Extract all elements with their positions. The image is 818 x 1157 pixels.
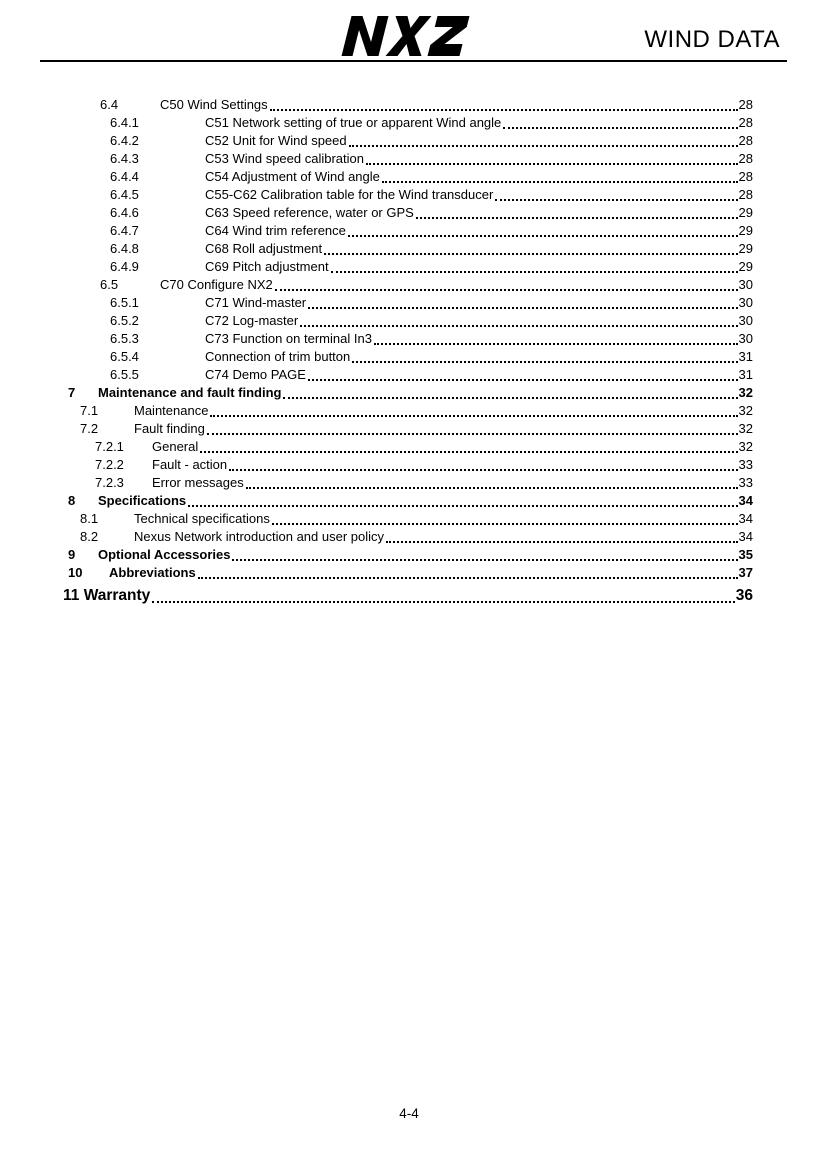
toc-entry-number: 6.5.2 [110, 313, 139, 328]
toc-entry-title: Fault finding [134, 421, 205, 436]
toc-entry[interactable] [0, 366, 753, 384]
toc-entry-title: C72 Log-master [205, 313, 299, 328]
toc-entry-title: C74 Demo PAGE [205, 367, 306, 382]
toc-leader-dots [352, 361, 737, 363]
toc-entry-number: 6.4.6 [110, 205, 139, 220]
toc-entry-number: 6.5 [100, 277, 119, 292]
toc-entry-title: C68 Roll adjustment [205, 241, 323, 256]
toc-entry-page: 34 [738, 493, 753, 508]
toc-entry[interactable] [0, 186, 753, 204]
toc-leader-dots [229, 469, 737, 471]
toc-entry-number: 8 [68, 493, 76, 508]
toc-entry[interactable] [0, 528, 753, 546]
toc-entry-title: C69 Pitch adjustment [205, 259, 329, 274]
toc-entry-number: 6.5.5 [110, 367, 139, 382]
toc [0, 96, 753, 606]
toc-leader-dots [349, 145, 738, 147]
toc-leader-dots [207, 433, 738, 435]
toc-entry[interactable] [0, 168, 753, 186]
toc-entry[interactable] [0, 312, 753, 330]
toc-entry-number: 6.5.1 [110, 295, 139, 310]
toc-entry[interactable] [0, 402, 753, 420]
toc-leader-dots [210, 415, 737, 417]
toc-entry[interactable] [0, 240, 753, 258]
toc-entry-title: C52 Unit for Wind speed [205, 133, 347, 148]
toc-leader-dots [495, 199, 737, 201]
toc-entry[interactable] [0, 294, 753, 312]
toc-leader-dots [308, 379, 738, 381]
toc-entry-number: 10 [68, 565, 83, 580]
toc-leader-dots [200, 451, 737, 453]
toc-entry-page: 37 [738, 565, 753, 580]
toc-entry-number: 6.4.3 [110, 151, 139, 166]
toc-entry[interactable] [0, 330, 753, 348]
toc-leader-dots [366, 163, 738, 165]
toc-entry[interactable] [0, 150, 753, 168]
toc-entry-number: 7.2.3 [95, 475, 124, 490]
toc-entry-number: 6.4.2 [110, 133, 139, 148]
toc-entry[interactable] [0, 258, 753, 276]
toc-entry[interactable] [0, 510, 753, 528]
toc-entry-page: 32 [738, 403, 753, 418]
toc-entry-number: 7.1 [80, 403, 99, 418]
toc-leader-dots [152, 601, 734, 603]
toc-entry-title: 11 Warranty [63, 587, 151, 604]
toc-entry[interactable] [0, 384, 753, 402]
toc-entry-page: 29 [738, 259, 753, 274]
toc-entry-title: Maintenance [134, 403, 209, 418]
toc-entry-page: 31 [738, 349, 753, 364]
toc-leader-dots [331, 271, 738, 273]
toc-entry-title: Connection of trim button [205, 349, 351, 364]
toc-entry-page: 30 [738, 331, 753, 346]
toc-entry-title: C70 Configure NX2 [160, 277, 273, 292]
toc-entry-title: Technical specifications [134, 511, 270, 526]
toc-entry[interactable] [0, 456, 753, 474]
toc-entry-number: 6.4.7 [110, 223, 139, 238]
toc-entry-title: C55-C62 Calibration table for the Wind transducer [205, 187, 494, 202]
toc-entry-number: 6.4.4 [110, 169, 139, 184]
toc-entry-page: 29 [738, 241, 753, 256]
toc-entry-page: 33 [738, 457, 753, 472]
toc-entry-number: 9 [68, 547, 76, 562]
toc-entry-title: C54 Adjustment of Wind angle [205, 169, 380, 184]
toc-entry[interactable] [0, 204, 753, 222]
toc-leader-dots [503, 127, 737, 129]
toc-entry[interactable] [0, 438, 753, 456]
toc-leader-dots [374, 343, 738, 345]
toc-entry-page: 28 [738, 133, 753, 148]
toc-entry-number: 7.2 [80, 421, 99, 436]
toc-entry-page: 28 [738, 97, 753, 112]
toc-entry-title: General [152, 439, 199, 454]
toc-entry-page: 35 [738, 547, 753, 562]
toc-entry-page: 32 [738, 439, 753, 454]
toc-leader-dots [188, 505, 737, 507]
toc-leader-dots [324, 253, 737, 255]
toc-entry[interactable] [0, 132, 753, 150]
toc-leader-dots [246, 487, 738, 489]
toc-leader-dots [198, 577, 738, 579]
page-number: 4-4 [399, 1106, 419, 1121]
toc-entry[interactable] [0, 420, 753, 438]
toc-entry-page: 34 [738, 511, 753, 526]
toc-entry-page: 29 [738, 223, 753, 238]
toc-leader-dots [272, 523, 738, 525]
toc-entry[interactable] [0, 276, 753, 294]
toc-leader-dots [386, 541, 738, 543]
toc-entry-number: 6.4.5 [110, 187, 139, 202]
toc-leader-dots [232, 559, 737, 561]
toc-entry-number: 8.1 [80, 511, 99, 526]
header-rule [40, 60, 787, 62]
toc-leader-dots [283, 397, 737, 399]
toc-entry-number: 6.4 [100, 97, 119, 112]
toc-entry-page: 28 [738, 115, 753, 130]
toc-leader-dots [270, 109, 738, 111]
toc-entry[interactable] [0, 222, 753, 240]
toc-entry-title: Error messages [152, 475, 244, 490]
toc-entry-page: 36 [735, 587, 753, 604]
toc-entry-title: Nexus Network introduction and user policy [134, 529, 385, 544]
toc-leader-dots [382, 181, 738, 183]
toc-entry-number: 7.2.2 [95, 457, 124, 472]
toc-entry-page: 28 [738, 169, 753, 184]
toc-entry-page: 30 [738, 313, 753, 328]
toc-entry-title: C64 Wind trim reference [205, 223, 346, 238]
toc-leader-dots [308, 307, 737, 309]
toc-entry-page: 30 [738, 295, 753, 310]
toc-entry-title: C53 Wind speed calibration [205, 151, 364, 166]
toc-leader-dots [348, 235, 738, 237]
toc-entry-title: C63 Speed reference, water or GPS [205, 205, 414, 220]
nx2-logo [334, 14, 484, 58]
toc-entry-page: 32 [738, 421, 753, 436]
toc-entry-title: C73 Function on terminal In3 [205, 331, 372, 346]
toc-entry-number: 8.2 [80, 529, 99, 544]
toc-entry[interactable] [0, 546, 753, 564]
toc-entry-title: Specifications [98, 493, 187, 508]
toc-leader-dots [416, 217, 738, 219]
page-header-title: WIND DATA [644, 26, 780, 53]
toc-entry-title: Fault - action [152, 457, 228, 472]
toc-leader-dots [275, 289, 738, 291]
toc-entry[interactable] [0, 96, 753, 114]
toc-entry-title: Optional Accessories [98, 547, 231, 562]
toc-entry-number: 6.4.8 [110, 241, 139, 256]
toc-entry[interactable] [0, 585, 753, 606]
toc-entry[interactable] [0, 114, 753, 132]
toc-entry-page: 34 [738, 529, 753, 544]
toc-entry-page: 33 [738, 475, 753, 490]
toc-entry[interactable] [0, 348, 753, 366]
toc-entry-page: 31 [738, 367, 753, 382]
toc-entry-number: 6.4.1 [110, 115, 139, 130]
toc-entry-page: 32 [738, 385, 753, 400]
toc-entry-page: 28 [738, 187, 753, 202]
toc-entry-title: C50 Wind Settings [160, 97, 268, 112]
toc-entry-number: 6.5.3 [110, 331, 139, 346]
toc-entry-page: 29 [738, 205, 753, 220]
toc-leader-dots [300, 325, 737, 327]
toc-entry-title: Maintenance and fault finding [98, 385, 282, 400]
toc-entry-title: C51 Network setting of true or apparent Wind angle [205, 115, 502, 130]
toc-entry-number: 7.2.1 [95, 439, 124, 454]
toc-entry-title: Abbreviations [109, 565, 196, 580]
toc-entry-page: 30 [738, 277, 753, 292]
toc-entry-number: 6.4.9 [110, 259, 139, 274]
toc-entry-number: 6.5.4 [110, 349, 139, 364]
toc-entry[interactable] [0, 474, 753, 492]
toc-entry-page: 28 [738, 151, 753, 166]
toc-entry-title: C71 Wind-master [205, 295, 307, 310]
toc-entry-number: 7 [68, 385, 76, 400]
toc-entry[interactable] [0, 564, 753, 582]
toc-entry[interactable] [0, 492, 753, 510]
